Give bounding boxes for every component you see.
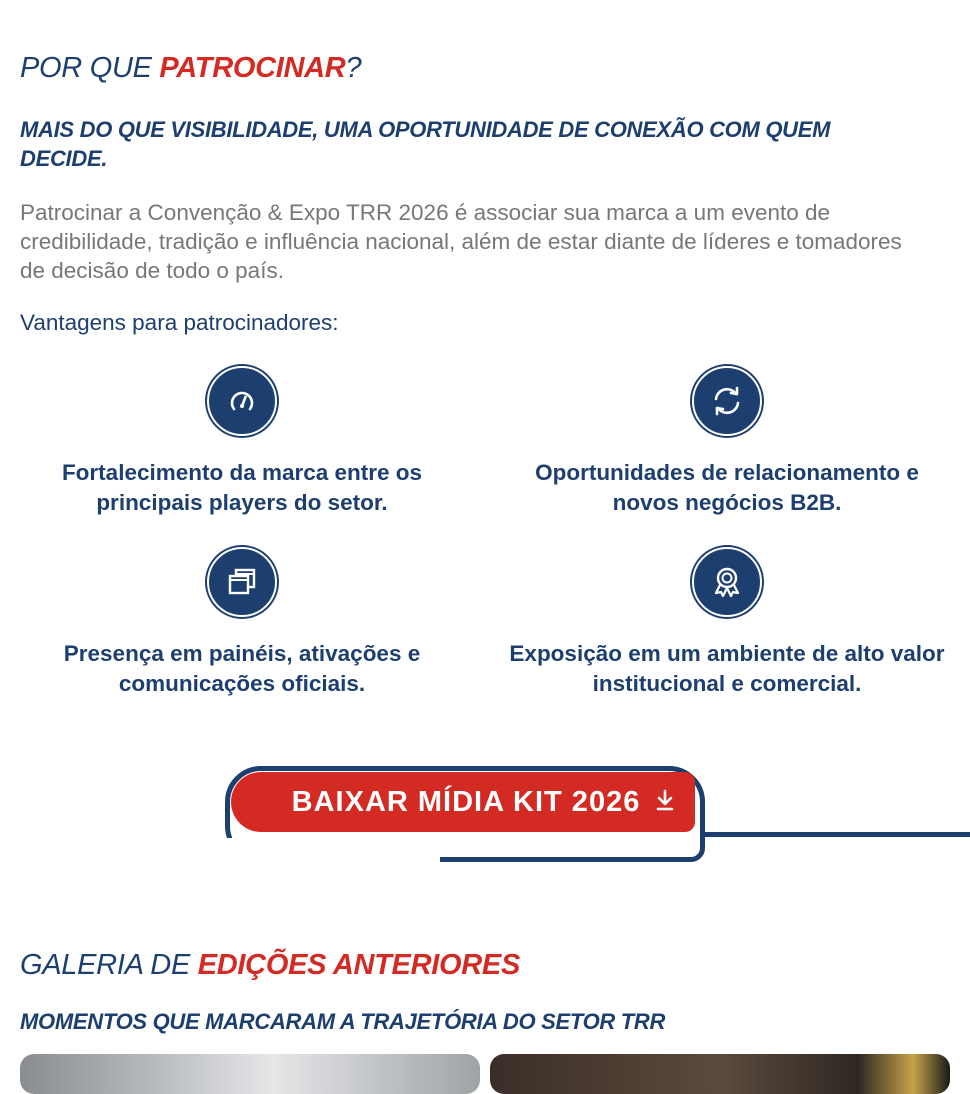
feature-text: Fortalecimento da marca entre os principais players do setor.: [61, 460, 423, 515]
feature-text: Presença em painéis, ativações e comunicações oficiais.: [63, 641, 421, 696]
sponsor-section-title: [20, 52, 361, 85]
download-media-kit-label: BAIXAR MÍDIA KIT 2026: [291, 785, 641, 818]
sponsor-subtitle: MAIS DO QUE VISIBILIDADE, UMA OPORTUNIDADE DE CONEXÃO COM QUEM DECIDE.: [20, 117, 831, 171]
media-kit-cta: [225, 766, 970, 866]
download-media-kit-button[interactable]: [231, 772, 695, 832]
award-ribbon-icon: [692, 547, 762, 617]
gallery-subtitle: MOMENTOS QUE MARCARAM A TRAJETÓRIA DO SETOR TRR: [20, 1009, 666, 1034]
gallery-image[interactable]: [490, 1054, 950, 1094]
feature-text: Oportunidades de relacionamento e novos negócios B2B.: [535, 460, 919, 515]
feature-text: Exposição em um ambiente de alto valor institucional e comercial.: [509, 641, 945, 696]
advantages-intro: Vantagens para patrocinadores:: [20, 310, 339, 335]
feature-brand-strengthening: [22, 366, 462, 518]
speedometer-icon: [207, 366, 277, 436]
sponsor-title-prefix: POR QUE: [20, 52, 160, 84]
download-icon: [656, 786, 674, 819]
refresh-icon: [692, 366, 762, 436]
feature-b2b-relationship: [507, 366, 947, 518]
cta-frame-gap: [225, 838, 440, 868]
gallery-title-prefix: GALERIA DE: [20, 949, 198, 981]
gallery-section-title: [20, 949, 520, 982]
sponsor-title-suffix: ?: [345, 52, 362, 84]
feature-official-presence: [22, 547, 462, 699]
gallery-title-accent: EDIÇÕES ANTERIORES: [197, 949, 520, 981]
copy-windows-icon: [207, 547, 277, 617]
sponsor-title-accent: PATROCINAR: [159, 52, 346, 84]
cta-decorative-line: [703, 832, 970, 837]
sponsor-description: Patrocinar a Convenção & Expo TRR 2026 é associar sua marca a um evento de credibilidade, tradição e influência nacional, além de estar diante de líderes e tomadores de decisão de todo o país.: [20, 200, 902, 283]
gallery-image[interactable]: [20, 1054, 480, 1094]
feature-institutional-exposure: [507, 547, 947, 699]
